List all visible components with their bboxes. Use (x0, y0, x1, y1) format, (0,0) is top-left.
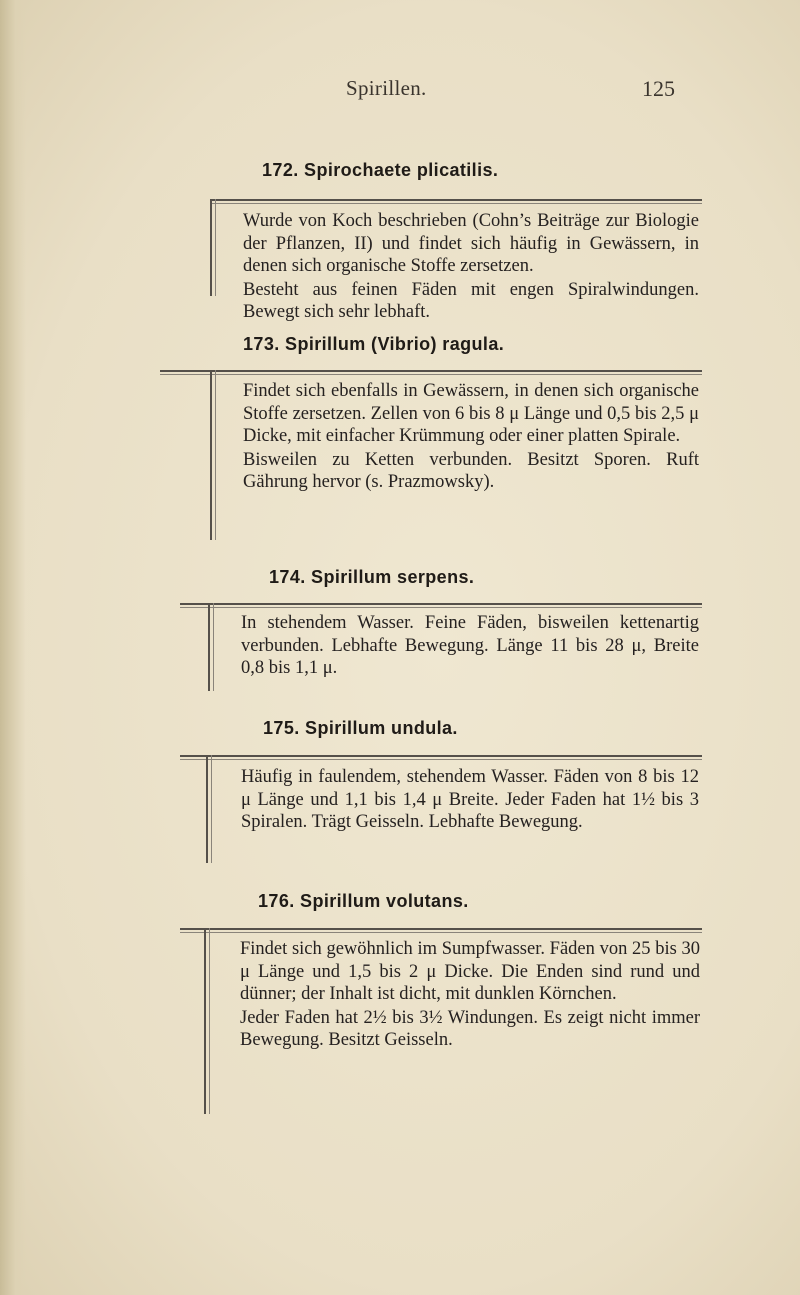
page-number: 125 (642, 76, 675, 101)
entry-rule-left-176 (204, 928, 206, 1114)
entry-heading-176: 176. Spirillum volutans. (258, 891, 469, 911)
entry-rule-left-174 (208, 603, 210, 691)
entry-text-172 (243, 210, 699, 324)
entry-rule-left-173 (210, 370, 212, 540)
entry-paragraph: Wurde von Koch beschrieben (Cohn’s Beiträge zur Biologie der Pflanzen, II) und findet sich häufig in Gewässern, in denen sich organische Stoffe zersetzen. (243, 211, 699, 276)
entry-paragraph: Besteht aus feinen Fäden mit engen Spiralwindungen. Bewegt sich sehr lebhaft. (243, 279, 699, 322)
entry-paragraph: Bisweilen zu Ketten verbunden. Besitzt Sporen. Ruft Gährung hervor (s. Prazmowsky). (243, 449, 699, 492)
entry-rule-left-172 (210, 199, 212, 296)
entry-rule-top-173 (160, 370, 702, 372)
entry-heading-174: 174. Spirillum serpens. (269, 567, 475, 587)
entry-heading-172: 172. Spirochaete plicatilis. (262, 160, 499, 180)
entry-rule-left-175 (206, 755, 208, 863)
entry-text-173 (243, 380, 699, 494)
entry-paragraph: Häufig in faulendem, stehendem Wasser. Fäden von 8 bis 12 μ Länge und 1,1 bis 1,4 μ Breite. Jeder Faden hat 1½ bis 3 Spiralen. Trägt Geisseln. Lebhafte Bewegung. (241, 767, 699, 832)
entry-paragraph: Findet sich gewöhnlich im Sumpfwasser. Fäden von 25 bis 30 μ Länge und 1,5 bis 2 μ Dicke. Die Enden sind rund und dünner; der Inhalt ist dicht, mit dunklen Körnchen. (240, 939, 700, 1004)
entry-rule-top-176 (180, 928, 702, 930)
entry-paragraph: Findet sich ebenfalls in Gewässern, in denen sich organische Stoffe zersetzen. Zellen von 6 bis 8 μ Länge und 0,5 bis 2,5 μ Dicke, mit einfacher Krümmung oder einer platten Spirale. (243, 381, 699, 446)
entry-text-174 (241, 612, 699, 680)
entry-rule-top-172 (210, 199, 702, 201)
entry-rule-top-175 (180, 755, 702, 757)
entry-heading-173: 173. Spirillum (Vibrio) ragula. (243, 334, 505, 354)
entry-paragraph: In stehendem Wasser. Feine Fäden, bisweilen kettenartig verbunden. Lebhafte Bewegung. Länge 11 bis 28 μ, Breite 0,8 bis 1,1 μ. (241, 613, 699, 678)
entry-rule-top-174 (180, 603, 702, 605)
running-title: Spirillen. (346, 76, 427, 100)
entry-paragraph: Jeder Faden hat 2½ bis 3½ Windungen. Es zeigt nicht immer Bewegung. Besitzt Geisseln. (240, 1007, 700, 1050)
entry-text-176 (240, 938, 700, 1052)
entry-heading-175: 175. Spirillum undula. (263, 718, 458, 738)
page-gutter-shadow (0, 0, 26, 1295)
entry-text-175 (241, 766, 699, 834)
